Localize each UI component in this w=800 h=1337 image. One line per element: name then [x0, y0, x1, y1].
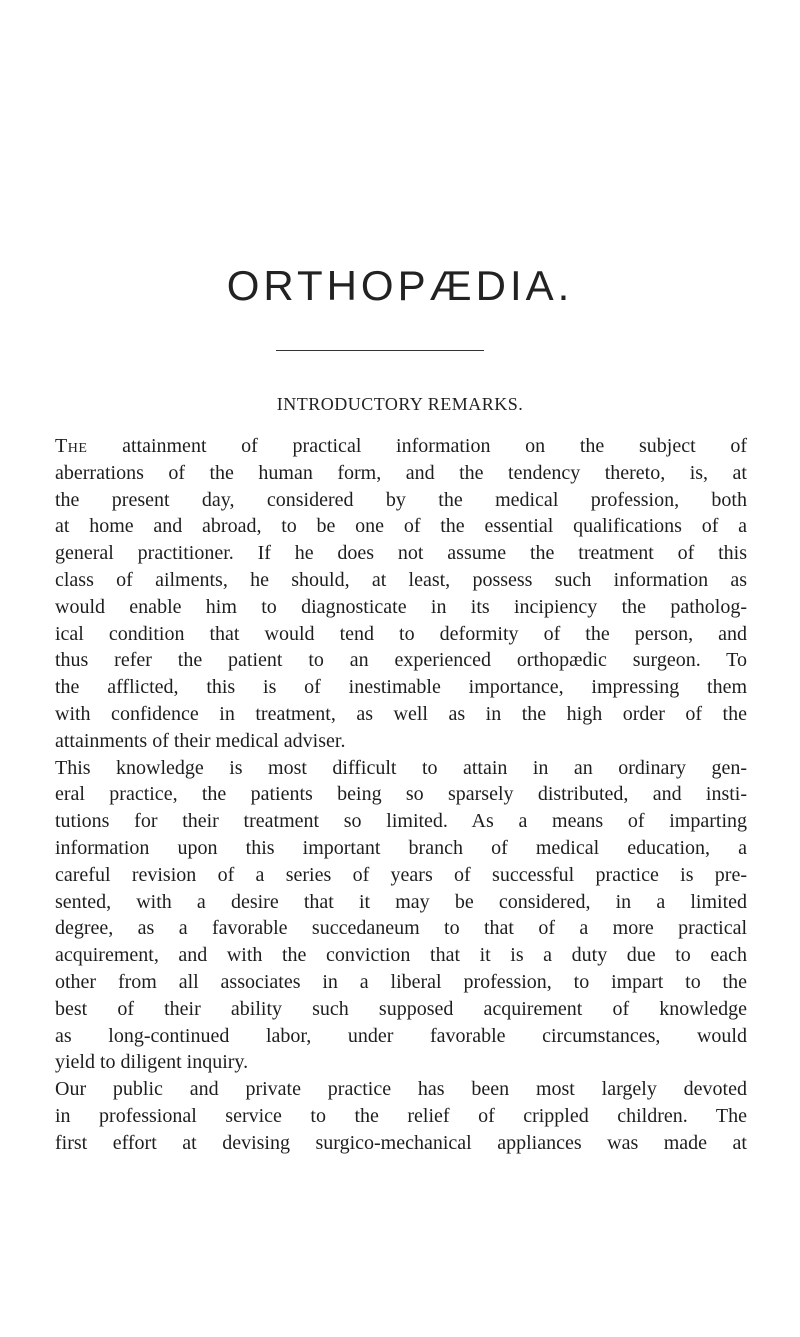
text-line: first effort at devising surgico-mechanical appliances was made at — [55, 1131, 747, 1154]
text-line: thus refer the patient to an experienced orthopædic surgeon. To — [55, 649, 747, 672]
text-line: acquirement, and with the conviction that it is a duty due to each — [55, 944, 747, 967]
text-line: careful revision of a series of years of successful practice is pre- — [55, 863, 747, 886]
text-line: as long-continued labor, under favorable circumstances, would — [55, 1024, 747, 1047]
text-line: attainments of their medical adviser. — [55, 729, 346, 752]
text-line: This knowledge is most difficult to attain in an ordinary gen- — [55, 756, 747, 779]
page-title: ORTHOPÆDIA. — [226, 262, 574, 309]
text-line: eral practice, the patients being so sparsely distributed, and insti- — [55, 783, 747, 806]
text-line: would enable him to diagnosticate in its incipiency the patholog- — [55, 595, 747, 618]
text-line: the afflicted, this is of inestimable importance, impressing them — [55, 676, 747, 699]
text-line: Our public and private practice has been most largely devoted — [55, 1078, 747, 1101]
text-line: yield to diligent inquiry. — [55, 1051, 249, 1074]
section-subtitle: INTRODUCTORY REMARKS. — [276, 394, 524, 414]
text-line: general practitioner. If he does not assume the treatment of this — [55, 542, 747, 565]
lead-word: The — [55, 435, 88, 457]
body-text — [55, 433, 747, 1157]
text-line: aberrations of the human form, and the tendency thereto, is, at — [55, 461, 747, 484]
text-line: other from all associates in a liberal profession, to impart to the — [55, 970, 747, 993]
text-line: in professional service to the relief of crippled children. The — [55, 1104, 747, 1127]
text-line: ical condition that would tend to deformity of the person, and — [55, 622, 747, 645]
text-line: sented, with a desire that it may be considered, in a limited — [55, 890, 747, 913]
text-line: class of ailments, he should, at least, possess such information as — [55, 568, 747, 591]
text-line: with confidence in treatment, as well as in the high order of the — [55, 702, 747, 725]
text-line: degree, as a favorable succedaneum to that of a more practical — [55, 917, 747, 940]
text-line: The attainment of practical information on the subject of — [55, 435, 747, 457]
text-line: information upon this important branch of medical education, a — [55, 836, 747, 859]
text-line: tutions for their treatment so limited. As a means of imparting — [55, 810, 747, 833]
text-line: best of their ability such supposed acquirement of knowledge — [55, 997, 747, 1020]
text-line: the present day, considered by the medical profession, both — [55, 488, 747, 511]
paragraph-1 — [55, 433, 747, 755]
paragraph-2 — [55, 755, 747, 1077]
title-divider — [276, 350, 484, 351]
text-line: at home and abroad, to be one of the essential qualifications of a — [55, 515, 747, 538]
paragraph-3 — [55, 1076, 747, 1156]
